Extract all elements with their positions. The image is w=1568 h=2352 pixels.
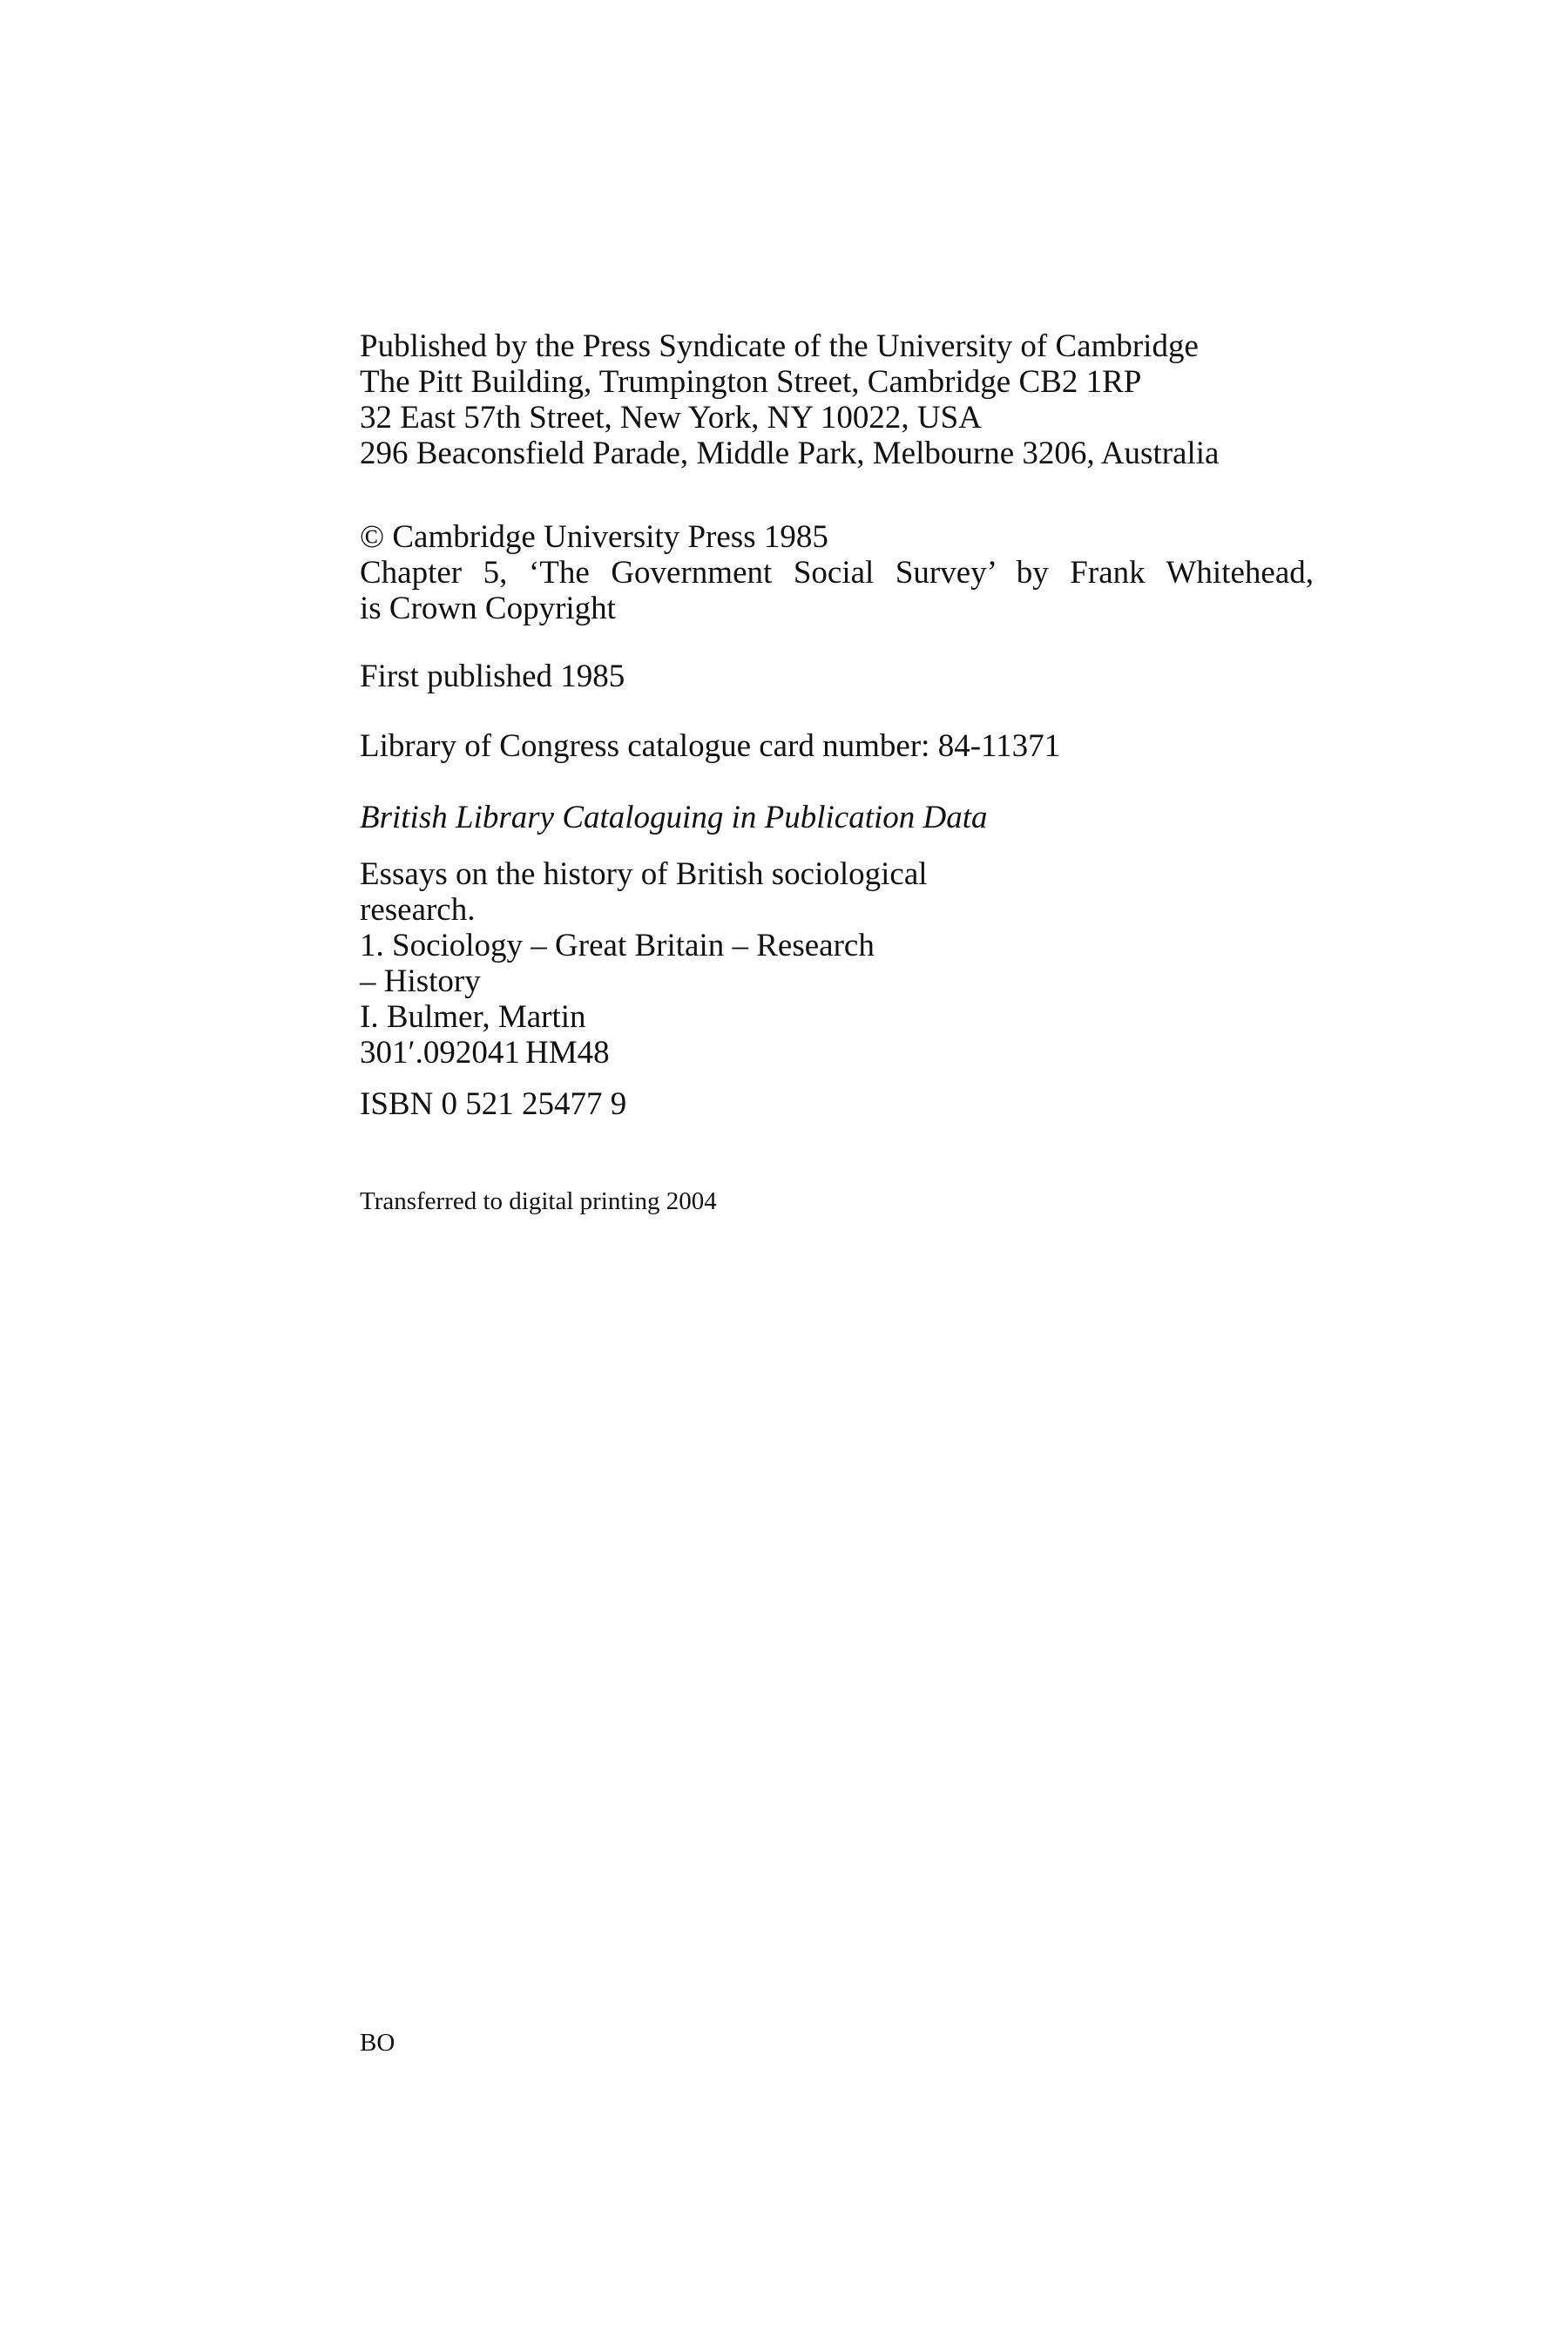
cip-title-line: Essays on the history of British sociological <box>360 856 928 892</box>
cip-subject-line: 1. Sociology – Great Britain – Research <box>360 928 875 963</box>
crown-copyright-note-cont: is Crown Copyright <box>360 591 616 626</box>
publisher-line: 296 Beaconsfield Parade, Middle Park, Melbourne 3206, Australia <box>360 436 1220 471</box>
isbn: ISBN 0 521 25477 9 <box>360 1086 627 1122</box>
copyright-notice: © Cambridge University Press 1985 <box>360 519 828 555</box>
publisher-address-block <box>360 328 1219 471</box>
cip-title-line: research. <box>360 892 476 928</box>
lc-class-code: HM48 <box>525 1035 610 1071</box>
cip-editor-line: I. Bulmer, Martin <box>360 999 586 1035</box>
publisher-line: The Pitt Building, Trumpington Street, Cambridge CB2 1RP <box>360 364 1142 400</box>
dewey-number: 301′.092041 <box>360 1035 520 1071</box>
digital-printing-note: Transferred to digital printing 2004 <box>360 1187 717 1215</box>
publisher-line: 32 East 57th Street, New York, NY 10022, USA <box>360 400 982 436</box>
cip-data-block <box>360 856 928 1071</box>
publisher-line: Published by the Press Syndicate of the University of Cambridge <box>360 328 1199 364</box>
cip-subject-line: – History <box>360 963 481 999</box>
footer-code: BO <box>360 2029 395 2057</box>
loc-card-number: Library of Congress catalogue card number: 84-11371 <box>360 728 1061 764</box>
copyright-block <box>360 519 1314 626</box>
first-published: First published 1985 <box>360 659 625 694</box>
cip-classification <box>360 1035 928 1071</box>
bl-cip-heading: British Library Cataloguing in Publication Data <box>360 800 988 835</box>
crown-copyright-note: Chapter 5, ‘The Government Social Survey’ by Frank Whitehead, <box>360 555 1314 591</box>
